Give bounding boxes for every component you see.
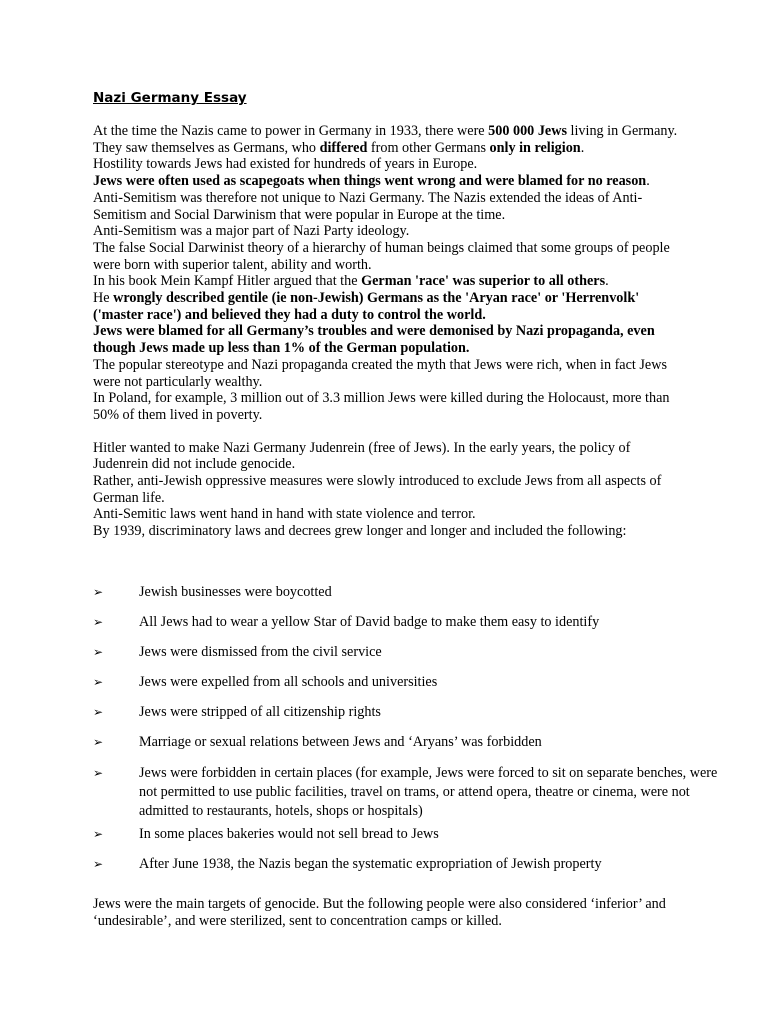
- intro-paragraph: [93, 140, 688, 157]
- intro-paragraph: [93, 240, 688, 273]
- list-item: [93, 764, 734, 821]
- section-paragraph: Rather, anti-Jewish oppressive measures were slowly introduced to exclude Jews from all aspects of German life.: [93, 473, 662, 506]
- list-item-text: Jews were dismissed from the civil service: [139, 644, 382, 660]
- intro-paragraph: [93, 273, 688, 290]
- list-item-text: All Jews had to wear a yellow Star of David badge to make them easy to identify: [139, 614, 600, 630]
- text-run: from other Germans: [367, 139, 490, 156]
- list-item-text: Marriage or sexual relations between Jews and ‘Aryans’ was forbidden: [139, 734, 542, 750]
- text-run: Hostility towards Jews had existed for hundreds of years in Europe.: [93, 156, 478, 173]
- intro-paragraph: [93, 156, 688, 173]
- text-run: At the time the Nazis came to power in Germany in 1933, there were: [93, 123, 489, 139]
- bold-text: differed: [319, 139, 368, 156]
- list-item-text: Jews were stripped of all citizenship rights: [139, 704, 381, 720]
- bold-text: Jews were blamed for all Germany’s troubles and were demonised by Nazi propaganda, even though Jews made up less than 1% of the German population.: [93, 323, 655, 357]
- intro-paragraph: [93, 123, 688, 140]
- list-item: [93, 826, 734, 843]
- text-run: .: [580, 139, 585, 156]
- bold-text: 500 000 Jews: [488, 123, 567, 139]
- bold-text: German 'race' was superior to all others: [361, 273, 606, 290]
- list-item: [93, 644, 734, 661]
- bold-text: only in religion: [489, 139, 581, 156]
- list-item: [93, 734, 734, 751]
- text-run: The popular stereotype and Nazi propaganda created the myth that Jews were rich, when in fact Jews were not particularly wealthy.: [93, 356, 667, 390]
- text-run: In Poland, for example, 3 million out of 3.3 million Jews were killed during the Holocaust, more than 50% of them lived in poverty.: [93, 390, 670, 423]
- list-item-text: Jews were forbidden in certain places (for example, Jews were forced to sit on separate benches, were not permitted to use public facilities, travel on trams, or attend opera, theatre or cinema, were not admitted to restaurants, hotels, shops or hospitals): [139, 765, 718, 819]
- section-paragraph: Hitler wanted to make Nazi Germany Judenrein (free of Jews). In the early years, the policy of Judenrein did not include genocide.: [93, 439, 631, 473]
- arrow-bullet-icon: ➢: [93, 766, 104, 780]
- intro-paragraph: [93, 290, 688, 323]
- page-title: Nazi Germany Essay: [93, 90, 247, 106]
- section-paragraph: Anti-Semitic laws went hand in hand with state violence and terror.: [93, 506, 476, 523]
- bold-text: wrongly described gentile (ie non-Jewish) Germans as the 'Aryan race' or 'Herrenvolk' ('master race') and believed they had a duty to control the world.: [93, 290, 640, 323]
- paragraph-gap: [93, 424, 688, 440]
- list-item: [93, 674, 734, 691]
- text-run: Anti-Semitism was therefore not unique to Nazi Germany. The Nazis extended the ideas of Anti-Semitism and Social Darwinism that were popular in Europe at the time.: [93, 189, 643, 223]
- text-run: He: [93, 290, 114, 307]
- intro-paragraph: [93, 173, 688, 190]
- list-item-text: Jews were expelled from all schools and universities: [139, 674, 438, 690]
- intro-paragraph: [93, 390, 688, 423]
- text-run: In his book Mein Kampf Hitler argued that the: [93, 273, 362, 290]
- list-item-text: In some places bakeries would not sell bread to Jews: [139, 826, 439, 842]
- arrow-bullet-icon: ➢: [93, 857, 104, 871]
- text-run: Anti-Semitism was a major part of Nazi Party ideology.: [93, 223, 410, 240]
- arrow-bullet-icon: ➢: [93, 735, 104, 749]
- intro-paragraph: [93, 190, 688, 223]
- arrow-bullet-icon: ➢: [93, 705, 104, 719]
- arrow-bullet-icon: ➢: [93, 585, 104, 599]
- list-item-text: Jewish businesses were boycotted: [139, 584, 332, 600]
- list-item: [93, 704, 734, 721]
- closing-paragraph: Jews were the main targets of genocide. But the following people were also considered ‘inferior’ and ‘undesirable’, and were sterilized, sent to concentration camps or killed.: [93, 896, 666, 929]
- text-run: They saw themselves as Germans, who: [93, 139, 320, 156]
- list-item: [93, 856, 734, 873]
- arrow-bullet-icon: ➢: [93, 615, 104, 629]
- intro-paragraph: [93, 357, 688, 390]
- essay-body: [93, 123, 688, 540]
- intro-section: [93, 123, 688, 424]
- arrow-bullet-icon: ➢: [93, 645, 104, 659]
- section-paragraph: By 1939, discriminatory laws and decrees grew longer and longer and included the following:: [93, 523, 627, 540]
- text-run: living in Germany.: [566, 123, 678, 139]
- text-run: .: [605, 273, 609, 290]
- list-item: [93, 614, 734, 631]
- arrow-bullet-icon: ➢: [93, 675, 104, 689]
- list-item: [93, 584, 734, 601]
- text-run: .: [646, 173, 650, 190]
- intro-paragraph: [93, 223, 688, 240]
- intro-paragraph: [93, 323, 688, 356]
- bold-text: Jews were often used as scapegoats when things went wrong and were blamed for no reason: [93, 173, 647, 190]
- judenrein-section: [93, 440, 688, 540]
- list-item-text: After June 1938, the Nazis began the systematic expropriation of Jewish property: [139, 856, 602, 872]
- arrow-bullet-icon: ➢: [93, 827, 104, 841]
- text-run: The false Social Darwinist theory of a hierarchy of human beings claimed that some groups of people were born with superior talent, ability and worth.: [93, 239, 670, 273]
